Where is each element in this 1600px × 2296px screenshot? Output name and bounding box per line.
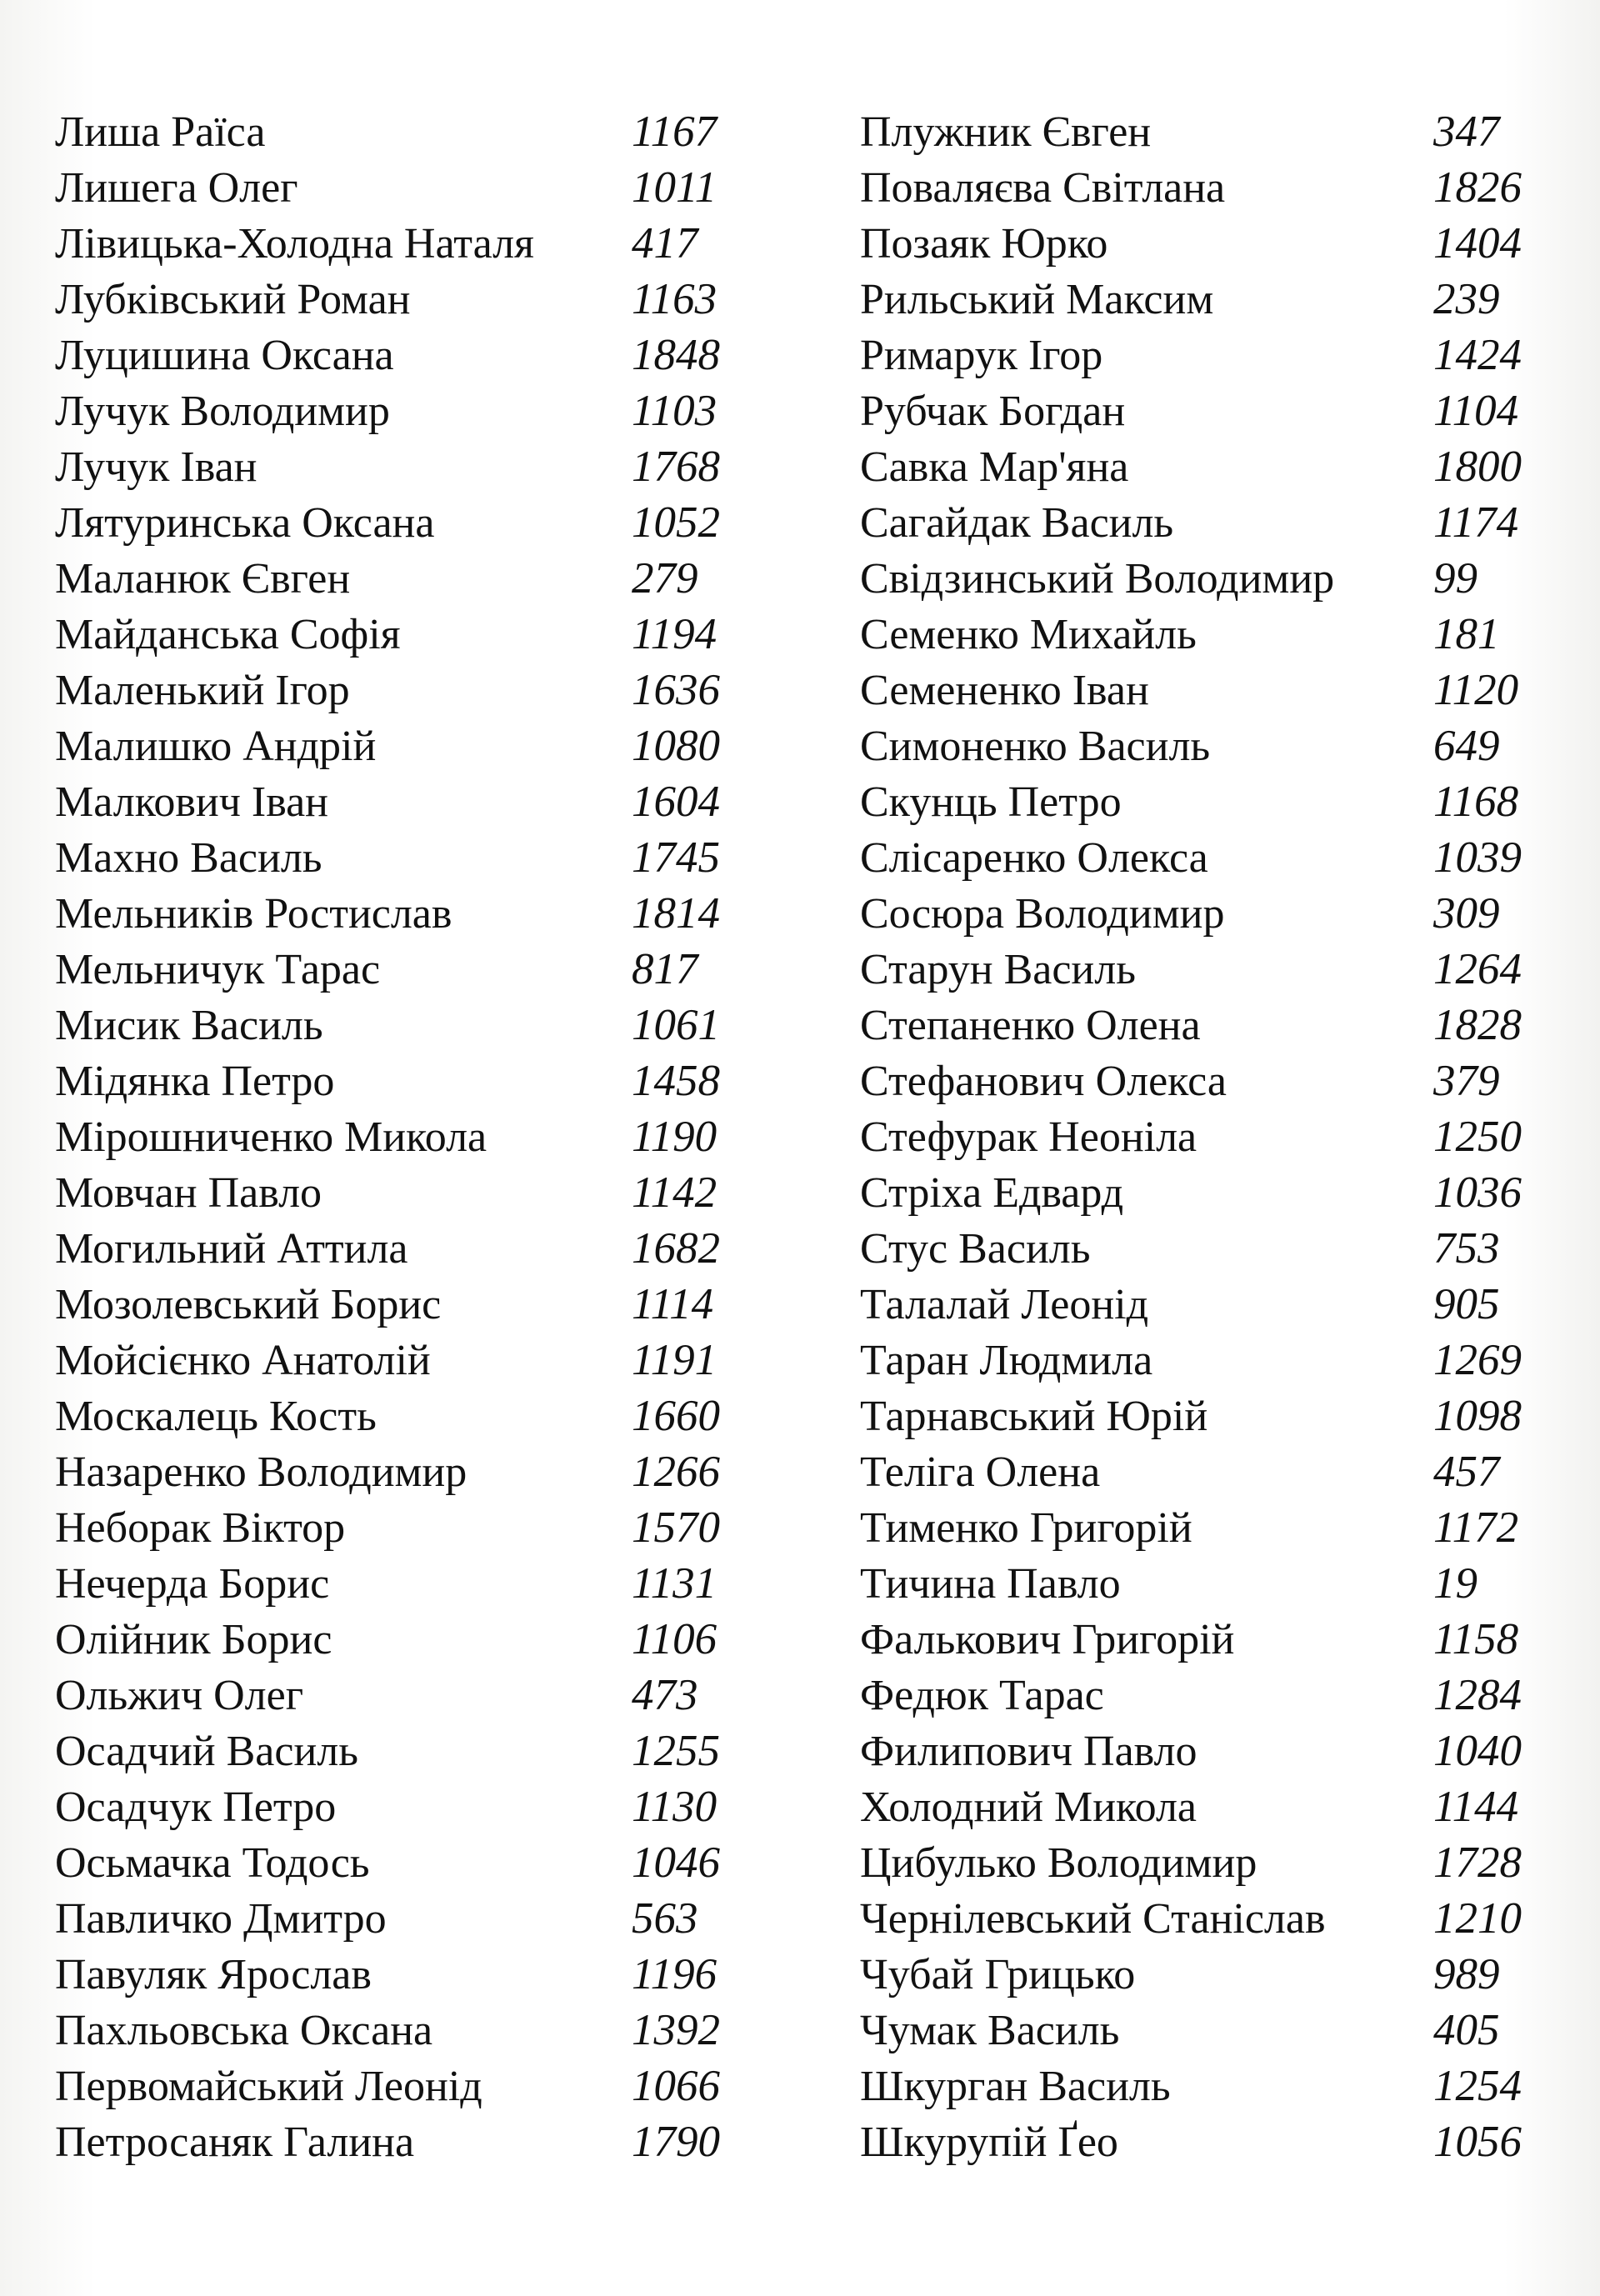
author-name: Олійник Борис <box>55 1616 332 1663</box>
index-column-right <box>860 104 1537 2170</box>
page-number: 989 <box>1433 1950 1500 1998</box>
author-name: Сагайдак Василь <box>860 499 1174 547</box>
page-number: 1660 <box>632 1392 720 1440</box>
author-name: Теліга Олена <box>860 1448 1101 1496</box>
page-number: 1682 <box>632 1224 720 1273</box>
page-number: 1168 <box>1433 778 1519 826</box>
page-number: 1196 <box>632 1950 718 1998</box>
page-number: 239 <box>1433 275 1500 323</box>
index-entry <box>55 1612 737 1668</box>
author-name: Холодний Микола <box>860 1783 1198 1831</box>
page-number: 1191 <box>632 1336 718 1384</box>
page-number: 417 <box>632 219 698 268</box>
index-entry <box>55 663 737 718</box>
index-entry <box>860 1556 1537 1612</box>
page-number: 1190 <box>632 1113 718 1161</box>
index-entry <box>860 774 1537 830</box>
index-entry <box>860 663 1537 718</box>
page-number: 1728 <box>1433 1838 1522 1887</box>
index-entry <box>55 718 737 774</box>
author-name: Осьмачка Тодось <box>55 1839 370 1887</box>
author-name: Мозолевський Борис <box>55 1281 442 1328</box>
index-entry <box>860 1612 1537 1668</box>
author-name: Старун Василь <box>860 946 1136 993</box>
page-number: 1194 <box>632 610 718 658</box>
author-name: Цибулько Володимир <box>860 1839 1258 1887</box>
page-number: 1284 <box>1433 1671 1522 1719</box>
page-number: 19 <box>1433 1559 1478 1608</box>
author-name: Неборак Віктор <box>55 1504 346 1552</box>
index-entry <box>860 830 1537 886</box>
index-entry <box>860 2003 1537 2058</box>
index-entry <box>55 1221 737 1277</box>
page-number: 1404 <box>1433 219 1522 268</box>
page-number: 649 <box>1433 722 1500 770</box>
author-name: Петросаняк Галина <box>55 2118 415 2166</box>
page-number: 1131 <box>632 1559 718 1608</box>
author-name: Москалець Кость <box>55 1393 377 1440</box>
index-entry <box>55 2114 737 2170</box>
index-entry <box>55 1556 737 1612</box>
page-number: 379 <box>1433 1057 1500 1105</box>
page-number: 1066 <box>632 2062 720 2110</box>
index-entry <box>55 1109 737 1165</box>
page-number: 457 <box>1433 1448 1500 1496</box>
index-entry <box>55 1668 737 1723</box>
index-entry <box>55 439 737 495</box>
index-entry <box>860 439 1537 495</box>
page-number: 1254 <box>1433 2062 1522 2110</box>
page-number: 817 <box>632 945 698 993</box>
index-entry <box>55 160 737 216</box>
author-name: Мельничук Тарас <box>55 946 381 993</box>
author-name: Рильський Максим <box>860 276 1214 323</box>
index-entry <box>860 1109 1537 1165</box>
page-number: 1104 <box>1433 387 1519 435</box>
page-number: 1163 <box>632 275 718 323</box>
page-number: 1264 <box>1433 945 1522 993</box>
page-number: 1250 <box>1433 1113 1522 1161</box>
page-number: 1210 <box>1433 1894 1522 1943</box>
index-entry <box>55 1947 737 2003</box>
author-name: Сосюра Володимир <box>860 890 1225 938</box>
index-entry <box>55 1165 737 1221</box>
index-entry <box>860 2114 1537 2170</box>
author-name: Павличко Дмитро <box>55 1895 387 1943</box>
index-entry <box>860 216 1537 272</box>
page-number: 1848 <box>632 331 720 379</box>
page-number: 1158 <box>1433 1615 1519 1663</box>
author-name: Нечерда Борис <box>55 1560 330 1608</box>
author-name: Римарук Ігор <box>860 332 1103 379</box>
index-entry <box>55 2003 737 2058</box>
author-name: Майданська Софія <box>55 611 401 658</box>
page-number: 1056 <box>1433 2118 1522 2166</box>
page-number: 1046 <box>632 1838 720 1887</box>
index-entry <box>860 272 1537 328</box>
index-entry <box>860 886 1537 942</box>
page-number: 1144 <box>1433 1783 1519 1831</box>
index-entry <box>55 1333 737 1388</box>
author-name: Талалай Леонід <box>860 1281 1149 1328</box>
index-entry <box>55 1891 737 1947</box>
index-entry <box>55 774 737 830</box>
page-number: 1826 <box>1433 163 1522 212</box>
author-name: Назаренко Володимир <box>55 1448 468 1496</box>
author-name: Симоненко Василь <box>860 723 1211 770</box>
page-number: 1392 <box>632 2006 720 2054</box>
page-number: 1172 <box>1433 1503 1519 1552</box>
index-entry <box>55 272 737 328</box>
author-name: Позаяк Юрко <box>860 220 1108 268</box>
index-entry <box>860 1500 1537 1556</box>
page-number: 347 <box>1433 108 1500 156</box>
author-name: Тичина Павло <box>860 1560 1121 1608</box>
page-number: 1458 <box>632 1057 720 1105</box>
author-name: Шкурган Василь <box>860 2063 1171 2110</box>
author-name: Ольжич Олег <box>55 1672 304 1719</box>
index-entry <box>860 1221 1537 1277</box>
index-entry <box>860 1835 1537 1891</box>
index-entry <box>55 328 737 383</box>
page-number: 1636 <box>632 666 720 714</box>
index-entry <box>860 383 1537 439</box>
author-name: Павуляк Ярослав <box>55 1951 372 1998</box>
author-name: Тименко Григорій <box>860 1504 1192 1552</box>
index-entry <box>55 1277 737 1333</box>
author-name: Мисик Василь <box>55 1002 323 1049</box>
page-number: 1040 <box>1433 1727 1522 1775</box>
page-number: 1120 <box>1433 666 1519 714</box>
index-entry <box>860 551 1537 607</box>
author-name: Стріха Едвард <box>860 1169 1124 1217</box>
page-number: 905 <box>1433 1280 1500 1328</box>
author-name: Маленький Ігор <box>55 667 350 714</box>
index-entry <box>860 607 1537 663</box>
page-number: 1768 <box>632 443 720 491</box>
author-name: Федюк Тарас <box>860 1672 1104 1719</box>
author-name: Лучук Іван <box>55 443 258 491</box>
index-entry <box>55 495 737 551</box>
page-number: 1790 <box>632 2118 720 2166</box>
page-number: 1604 <box>632 778 720 826</box>
author-name: Маланюк Євген <box>55 555 351 603</box>
author-name: Лиша Раїса <box>55 108 266 156</box>
author-name: Луцишина Оксана <box>55 332 394 379</box>
page-number: 1039 <box>1433 833 1522 882</box>
author-name: Мойсієнко Анатолій <box>55 1337 431 1384</box>
author-name: Слісаренко Олекса <box>860 834 1208 882</box>
index-entry <box>55 104 737 160</box>
author-name: Мірошниченко Микола <box>55 1113 488 1161</box>
index-entry <box>860 1947 1537 2003</box>
index-entry <box>55 886 737 942</box>
page-number: 279 <box>632 554 698 603</box>
index-entry <box>860 104 1537 160</box>
page-number: 1814 <box>632 889 720 938</box>
author-name: Лівицька-Холодна Наталя <box>55 220 534 268</box>
page-number: 563 <box>632 1894 698 1943</box>
page-number: 1080 <box>632 722 720 770</box>
page-number: 1800 <box>1433 443 1522 491</box>
author-name: Осадчук Петро <box>55 1783 337 1831</box>
page-number: 1424 <box>1433 331 1522 379</box>
page-number: 1745 <box>632 833 720 882</box>
index-entry <box>55 1053 737 1109</box>
page-number: 1114 <box>632 1280 714 1328</box>
author-name: Савка Мар'яна <box>860 443 1129 491</box>
index-entry <box>860 1779 1537 1835</box>
index-entry <box>860 942 1537 998</box>
index-entry <box>55 216 737 272</box>
page-number: 473 <box>632 1671 698 1719</box>
page-number: 1011 <box>632 163 718 212</box>
page-number: 405 <box>1433 2006 1500 2054</box>
author-name: Первомайський Леонід <box>55 2063 482 2110</box>
author-name: Степаненко Олена <box>860 1002 1201 1049</box>
page-number: 1098 <box>1433 1392 1522 1440</box>
index-entry <box>860 998 1537 1053</box>
author-name: Стус Василь <box>860 1225 1091 1273</box>
page-number: 1061 <box>632 1001 720 1049</box>
index-entry <box>860 1444 1537 1500</box>
author-name: Чернілевський Станіслав <box>860 1895 1326 1943</box>
page-number: 181 <box>1433 610 1500 658</box>
author-name: Таран Людмила <box>860 1337 1153 1384</box>
page-number: 1570 <box>632 1503 720 1552</box>
index-entry <box>860 160 1537 216</box>
author-name: Мельників Ростислав <box>55 890 452 938</box>
author-name: Лубківський Роман <box>55 276 411 323</box>
author-name: Пахльовська Оксана <box>55 2007 433 2054</box>
index-entry <box>55 1779 737 1835</box>
index-entry <box>55 1723 737 1779</box>
index-entry <box>860 1053 1537 1109</box>
page-number: 753 <box>1433 1224 1500 1273</box>
index-column-left <box>55 104 737 2170</box>
author-name: Фалькович Григорій <box>860 1616 1235 1663</box>
author-name: Филипович Павло <box>860 1728 1198 1775</box>
author-name: Могильний Аттила <box>55 1225 408 1273</box>
author-name: Лучук Володимир <box>55 388 390 435</box>
page-number: 1174 <box>1433 498 1519 547</box>
author-name: Мідянка Петро <box>55 1058 335 1105</box>
author-name: Малишко Андрій <box>55 723 377 770</box>
author-name: Чубай Грицько <box>860 1951 1136 1998</box>
index-entry <box>55 607 737 663</box>
index-entry <box>55 2058 737 2114</box>
author-name: Свідзинський Володимир <box>860 555 1335 603</box>
author-name: Стефурак Неоніла <box>860 1113 1198 1161</box>
author-name: Лишега Олег <box>55 164 298 212</box>
index-entry <box>55 1444 737 1500</box>
index-entry <box>860 718 1537 774</box>
author-name: Рубчак Богдан <box>860 388 1126 435</box>
page-number: 1828 <box>1433 1001 1522 1049</box>
index-entry <box>860 1668 1537 1723</box>
author-name: Скунць Петро <box>860 778 1122 826</box>
page-number: 1269 <box>1433 1336 1522 1384</box>
author-name: Лятуринська Оксана <box>55 499 435 547</box>
index-entry <box>860 1277 1537 1333</box>
page-number: 309 <box>1433 889 1500 938</box>
index-entry <box>55 1388 737 1444</box>
page-number: 1142 <box>632 1168 718 1217</box>
index-entry <box>860 328 1537 383</box>
index-entry <box>55 998 737 1053</box>
index-entry <box>860 495 1537 551</box>
page-number: 1103 <box>632 387 718 435</box>
page-number: 1036 <box>1433 1168 1522 1217</box>
author-name: Чумак Василь <box>860 2007 1120 2054</box>
author-name: Стефанович Олекса <box>860 1058 1227 1105</box>
author-name: Шкурупій Ґео <box>860 2118 1118 2166</box>
index-entry <box>55 1835 737 1891</box>
index-entry <box>860 1333 1537 1388</box>
index-entry <box>55 942 737 998</box>
page-number: 1052 <box>632 498 720 547</box>
index-entry <box>55 551 737 607</box>
author-name: Осадчий Василь <box>55 1728 358 1775</box>
index-entry <box>55 383 737 439</box>
page-number: 1266 <box>632 1448 720 1496</box>
page-number: 1130 <box>632 1783 718 1831</box>
author-name: Малкович Іван <box>55 778 328 826</box>
author-name: Семенко Михайль <box>860 611 1197 658</box>
index-entry <box>860 1723 1537 1779</box>
index-entry <box>860 1165 1537 1221</box>
index-entry <box>55 830 737 886</box>
author-name: Мовчан Павло <box>55 1169 322 1217</box>
author-name: Поваляєва Світлана <box>860 164 1226 212</box>
page-number: 1106 <box>632 1615 718 1663</box>
index-entry <box>860 1388 1537 1444</box>
index-entry <box>860 2058 1537 2114</box>
author-name: Семененко Іван <box>860 667 1149 714</box>
author-name: Тарнавський Юрій <box>860 1393 1208 1440</box>
index-entry <box>860 1891 1537 1947</box>
page-number: 1255 <box>632 1727 720 1775</box>
author-name: Плужник Євген <box>860 108 1152 156</box>
page-number: 99 <box>1433 554 1478 603</box>
author-name: Махно Василь <box>55 834 322 882</box>
page-number: 1167 <box>632 108 718 156</box>
index-entry <box>55 1500 737 1556</box>
